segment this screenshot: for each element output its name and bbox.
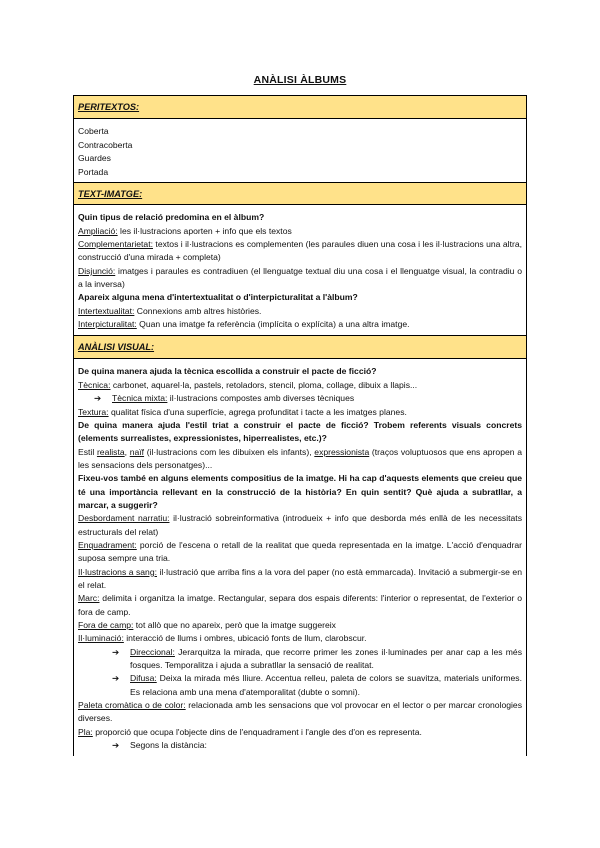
direccional-entry (78, 646, 522, 673)
arrow-icon: ➔ (94, 393, 102, 404)
question: Fixeu-vos també en alguns elements compositius de la imatge. Hi ha cap d'aquests elements que creieu que té una importància rellevant en la construcció de la història? En quin sentit? Què ajuda a subratllar, a marcar, a suggerir? (78, 473, 522, 510)
definition: interacció de llums i ombres, ubicació fonts de llum, clarobscur. (123, 633, 367, 644)
difusa-entry (78, 672, 522, 699)
definition: il·lustracions compostes amb diverses tècniques (167, 393, 355, 404)
question: Quin tipus de relació predomina en el àlbum? (78, 212, 265, 223)
definition: relacionada amb les sensacions que vol provocar en el lector o per marcar cronologies diverses. (78, 700, 522, 724)
interpicturalitat-entry (78, 318, 522, 331)
term: Textura: (78, 406, 109, 417)
enquadrament-entry (78, 539, 522, 566)
sang-entry (78, 566, 522, 593)
definition: proporció que ocupa l'objecte dins de l'enquadrament i l'angle des d'on es representa. (92, 726, 422, 737)
text-imatge-body (74, 205, 526, 336)
marc-entry (78, 592, 522, 619)
list-item: Coberta (78, 126, 109, 136)
arrow-icon: ➔ (112, 740, 120, 751)
textura-entry (78, 406, 522, 419)
list-item: Portada (78, 166, 109, 177)
term: Desbordament narratiu: (78, 513, 170, 524)
text: Segons la distància: (130, 740, 207, 751)
analisi-visual-heading: ANÀLISI VISUAL: (74, 336, 526, 359)
definition: carbonet, aquarel·la, pastels, retoladors, stencil, ploma, collage, dibuix a llapis... (110, 379, 418, 390)
term: Disjunció: (78, 265, 116, 276)
question: Apareix alguna mena d'intertextualitat o d'interpicturalitat a l'àlbum? (78, 292, 358, 303)
tecnica-mixta-entry (78, 392, 522, 405)
question: De quina manera ajuda la tècnica escollida a construir el pacte de ficció? (78, 366, 377, 377)
term: Fora de camp: (78, 620, 134, 630)
definition: il·lustració sobreinformativa (introdueix + info que desborda més enllà de les necessitats estructurals del relat) (78, 513, 522, 537)
analisi-visual-body (74, 359, 526, 756)
term: Tècnica mixta: (112, 393, 168, 404)
list-item: Guardes (78, 153, 111, 164)
text: Estil (78, 446, 97, 457)
text: , (124, 446, 130, 457)
question: De quina manera ajuda l'estil triat a construir el pacte de ficció? Trobem referents visuals concrets (elements surrealistes, expressionistes, hiperrealistes, etc.)? (78, 419, 522, 444)
definition: tot allò que no apareix, però que la imatge suggereix (133, 620, 336, 630)
term: expressionista (314, 446, 370, 457)
definition: porció de l'escena o retall de la realitat que queda representada en la imatge. L'acció d'enquadrar suposa sempre una tria. (78, 539, 522, 564)
term: Paleta cromàtica o de color: (78, 700, 186, 711)
definition: Connexions amb altres històries. (134, 305, 262, 316)
term: Pla: (78, 726, 93, 737)
intertextualitat-entry (78, 305, 522, 318)
il-luminacio-entry (78, 632, 522, 645)
term: Intertextualitat: (78, 305, 135, 316)
term: Il·luminació: (78, 633, 124, 644)
fora-de-camp-entry (78, 619, 522, 632)
term: Marc: (78, 593, 100, 604)
page-title: ANÀLISI ÀLBUMS (253, 74, 347, 86)
definition: qualitat física d'una superfície, agrega profunditat i tacte a les imatges planes. (108, 406, 407, 417)
desbordament-entry (78, 512, 522, 539)
complementarietat-entry (78, 238, 522, 265)
definition: les il·lustracions aporten + info que els textos (117, 225, 292, 236)
peritextos-heading: PERITEXTOS: (74, 96, 526, 119)
definition: textos i il·lustracions es complementen (les paraules diuen una cosa i les il·lustracions una altra, construcció d'una mirada + completa) (78, 239, 522, 263)
term: Il·lustracions a sang: (78, 566, 157, 577)
tecnica-entry (78, 379, 522, 392)
definition: il·lustració que arriba fins a la vora del paper (no està emmarcada). Invitació a submergir-se en el relat. (78, 566, 522, 590)
ampliacio-entry (78, 225, 522, 238)
term: Enquadrament: (78, 539, 137, 550)
term: Difusa: (130, 673, 157, 684)
definition: Quan una imatge fa referència (implícita o explícita) a una altra imatge. (136, 319, 410, 330)
arrow-icon: ➔ (112, 673, 120, 684)
disjuncio-entry (78, 265, 522, 292)
definition: delimita i organitza la imatge. Rectangular, separa dos espais diferents: l'interior o representat, de l'exterior o fora de camp. (78, 593, 522, 617)
term: realista (96, 446, 125, 457)
analysis-table (73, 95, 527, 756)
list-item: Contracoberta (78, 139, 133, 150)
definition: (il·lustracions com les dibuixen els infants), (144, 446, 315, 457)
definition: (traços voluptuosos que ens apropen a les sensacions dels personatges)... (78, 446, 523, 470)
arrow-icon: ➔ (112, 646, 120, 657)
definition: Jerarquitza la mirada, que recorre primer les zones il·luminades per anar cap a les més fosques. Temporalitza i ajuda a subratllar la sensació de realitat. (130, 646, 522, 671)
peritextos-body (74, 119, 526, 183)
term: Interpicturalitat: (78, 319, 137, 330)
term: Direccional: (130, 646, 175, 657)
text-imatge-heading: TEXT-IMATGE: (74, 183, 526, 205)
term: Ampliació: (78, 225, 118, 236)
paleta-entry (78, 699, 522, 726)
pla-entry (78, 726, 522, 739)
term: Tècnica: (78, 379, 111, 390)
estil-entry (78, 446, 522, 473)
term: Complementarietat: (78, 239, 153, 250)
segons-distancia-entry (78, 739, 522, 752)
definition: Deixa la mirada més lliure. Accentua relleu, paleta de colors se suavitza, materials uniformes. Es relaciona amb una mena d'atemporalitat (dubte o somni). (130, 673, 522, 697)
term: naïf (129, 446, 145, 457)
definition: imatges i paraules es contradiuen (el llenguatge textual diu una cosa i el llenguatge visual, la contradiu o a la inversa) (78, 265, 522, 290)
